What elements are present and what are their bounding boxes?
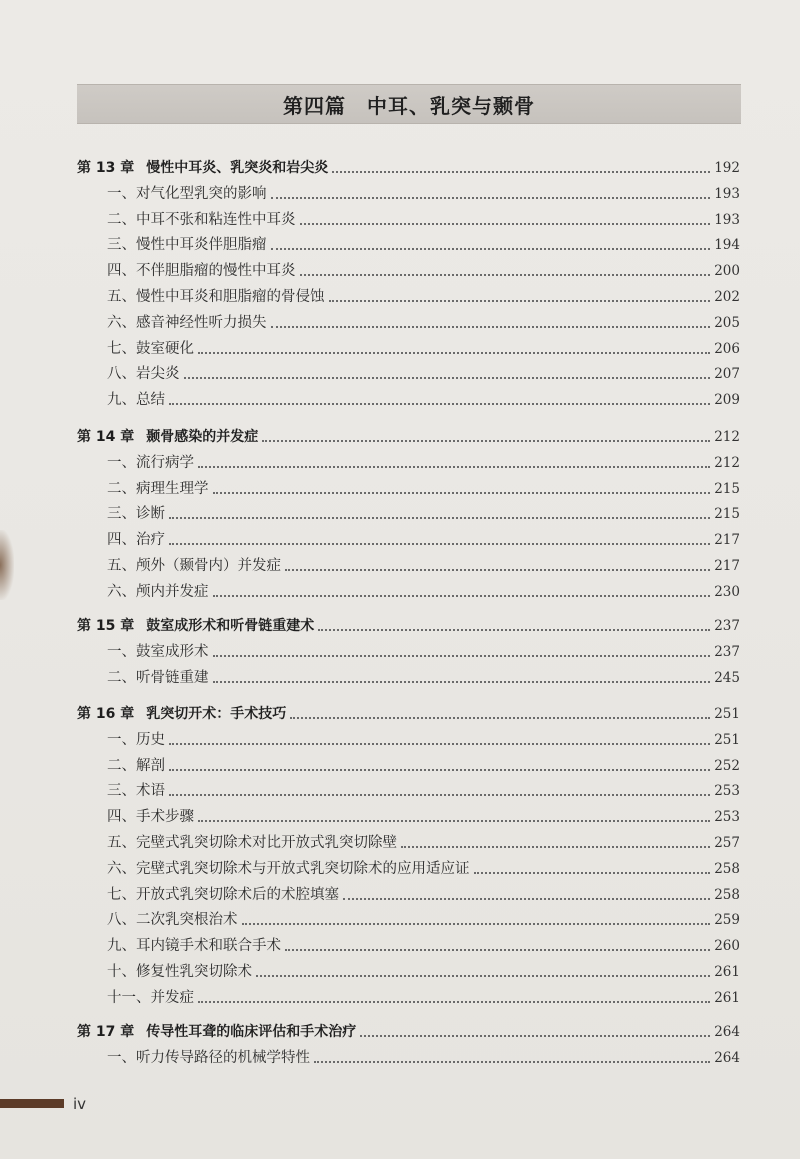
dot-leader	[213, 491, 711, 494]
section-entry[interactable]	[107, 931, 740, 955]
section-title: 一、鼓室成形术	[107, 643, 209, 660]
section-title: 十、修复性乳突切除术	[107, 964, 252, 980]
chapter-name: 乳突切开术：手术技巧	[146, 706, 287, 722]
section-title: 六、完壁式乳突切除术与开放式乳突切除术的应用适应证	[107, 860, 470, 877]
section-entry[interactable]	[107, 828, 740, 852]
page-number: 245	[714, 669, 740, 686]
page-folio: iv	[73, 1095, 87, 1113]
section-title: 一、历史	[107, 731, 165, 748]
chapter-name: 慢性中耳炎、乳突炎和岩尖炎	[146, 160, 329, 176]
chapter-number: 第 16 章	[77, 706, 135, 722]
dot-leader	[198, 1000, 710, 1003]
dot-leader	[256, 974, 710, 977]
section-title: 二、解剖	[107, 757, 165, 774]
section-entry[interactable]	[107, 474, 740, 498]
page-number: 217	[714, 532, 740, 549]
page-number: 251	[714, 731, 740, 748]
section-title: 二、听骨链重建	[107, 669, 209, 686]
section-entry[interactable]	[107, 637, 740, 661]
dot-leader	[300, 222, 711, 225]
page-number: 261	[714, 989, 740, 1006]
dot-leader	[169, 793, 710, 796]
section-title: 一、流行病学	[107, 454, 194, 471]
section-title: 三、术语	[107, 783, 165, 800]
page-number: 193	[714, 185, 740, 202]
section-entry[interactable]	[107, 854, 740, 878]
dot-leader	[271, 325, 711, 328]
section-title: 六、感音神经性听力损失	[107, 314, 267, 331]
section-title: 三、慢性中耳炎伴胆脂瘤	[107, 237, 267, 254]
section-entry[interactable]	[107, 499, 740, 523]
page-number: 251	[714, 706, 740, 722]
dot-leader	[169, 742, 710, 745]
section-title: 二、中耳不张和粘连性中耳炎	[107, 211, 296, 228]
dot-leader	[198, 465, 710, 468]
section-entry[interactable]	[107, 776, 740, 800]
section-entry[interactable]	[107, 551, 740, 575]
section-entry[interactable]	[107, 880, 740, 904]
section-title: 三、诊断	[107, 506, 165, 523]
dot-leader	[329, 299, 711, 302]
section-entry[interactable]	[107, 448, 740, 472]
section-entry[interactable]	[107, 179, 740, 203]
page-number: 215	[714, 506, 740, 523]
section-entry[interactable]	[107, 385, 740, 409]
dot-leader	[360, 1034, 710, 1037]
chapter-name: 传导性耳聋的临床评估和手术治疗	[146, 1024, 357, 1040]
dot-leader	[343, 897, 710, 900]
page-number: 261	[714, 964, 740, 980]
section-entry[interactable]	[107, 308, 740, 332]
section-title: 四、不伴胆脂瘤的慢性中耳炎	[107, 263, 296, 280]
page-number: 252	[714, 757, 740, 774]
section-entry[interactable]	[107, 1043, 740, 1067]
dot-leader	[198, 819, 710, 822]
dot-leader	[285, 948, 710, 951]
section-title: 八、岩尖炎	[107, 366, 180, 383]
page-number: 260	[714, 938, 740, 955]
dot-leader	[184, 376, 711, 379]
section-entry[interactable]	[107, 230, 740, 254]
page-number: 200	[714, 263, 740, 280]
chapter-number: 第 15 章	[77, 618, 135, 634]
chapter-title	[77, 428, 258, 446]
page-number: 215	[714, 480, 740, 497]
dot-leader	[314, 1060, 710, 1063]
section-entry[interactable]	[107, 359, 740, 383]
section-title: 九、耳内镜手术和联合手术	[107, 938, 281, 955]
dot-leader	[271, 196, 711, 199]
dot-leader	[271, 247, 711, 250]
page-number: 253	[714, 783, 740, 800]
section-title: 四、手术步骤	[107, 809, 194, 826]
page-number: 237	[714, 643, 740, 660]
dot-leader	[318, 628, 710, 631]
chapter-entry[interactable]	[77, 611, 740, 635]
section-entry[interactable]	[107, 334, 740, 358]
dot-leader	[169, 516, 710, 519]
page-number: 257	[714, 835, 740, 851]
dot-leader	[290, 716, 710, 719]
chapter-number: 第 17 章	[77, 1024, 135, 1040]
page-number: 192	[714, 160, 740, 176]
dot-leader	[213, 594, 711, 597]
chapter-title	[77, 705, 286, 723]
dot-leader	[332, 170, 710, 173]
part-title: 第四篇 中耳、乳突与颞骨	[283, 93, 535, 118]
dot-leader	[169, 402, 710, 405]
section-title: 一、对气化型乳突的影响	[107, 185, 267, 202]
footer-bar	[0, 1099, 64, 1108]
section-entry[interactable]	[107, 983, 740, 1007]
dot-leader	[169, 542, 710, 545]
page-number: 264	[714, 1024, 740, 1040]
section-entry[interactable]	[107, 802, 740, 826]
page-number: 253	[714, 809, 740, 826]
page-number: 258	[714, 860, 740, 877]
section-title: 五、完壁式乳突切除术对比开放式乳突切除壁	[107, 835, 397, 851]
section-title: 五、颅外（颞骨内）并发症	[107, 558, 281, 574]
chapter-entry[interactable]	[77, 153, 740, 177]
chapter-title	[77, 1023, 356, 1041]
page-number: 212	[714, 454, 740, 471]
section-title: 九、总结	[107, 392, 165, 409]
page-number: 259	[714, 912, 740, 929]
section-title: 八、二次乳突根治术	[107, 912, 238, 929]
dot-leader	[285, 568, 710, 571]
chapter-entry[interactable]	[77, 699, 740, 723]
section-title: 七、开放式乳突切除术后的术腔填塞	[107, 886, 339, 903]
chapter-name: 颞骨感染的并发症	[146, 429, 259, 445]
section-entry[interactable]	[107, 725, 740, 749]
chapter-title	[77, 159, 328, 177]
chapter-number: 第 14 章	[77, 429, 135, 445]
section-entry[interactable]	[107, 256, 740, 280]
section-entry[interactable]	[107, 577, 740, 601]
page-number: 237	[714, 618, 740, 634]
dot-leader	[198, 351, 710, 354]
page-number: 206	[714, 340, 740, 357]
section-entry[interactable]	[107, 905, 740, 929]
dot-leader	[401, 845, 710, 848]
page-number: 207	[714, 366, 740, 383]
section-entry[interactable]	[107, 663, 740, 687]
page-number: 212	[714, 429, 740, 445]
section-title: 十一、并发症	[107, 989, 194, 1006]
section-title: 七、鼓室硬化	[107, 340, 194, 357]
dot-leader	[169, 768, 710, 771]
page-number: 193	[714, 211, 740, 228]
section-entry[interactable]	[107, 282, 740, 306]
page-number: 264	[714, 1049, 740, 1066]
section-title: 二、病理生理学	[107, 480, 209, 497]
section-entry[interactable]	[107, 205, 740, 229]
page-number: 202	[714, 289, 740, 305]
dot-leader	[242, 922, 711, 925]
chapter-title	[77, 617, 314, 635]
dot-leader	[213, 680, 711, 683]
page-number: 209	[714, 392, 740, 409]
chapter-entry[interactable]	[77, 1017, 740, 1041]
section-entry[interactable]	[107, 751, 740, 775]
page-number: 258	[714, 886, 740, 903]
chapter-entry[interactable]	[77, 422, 740, 446]
section-entry[interactable]	[107, 957, 740, 981]
dot-leader	[213, 654, 711, 657]
chapter-number: 第 13 章	[77, 160, 135, 176]
page-number: 217	[714, 558, 740, 574]
page-number: 205	[714, 314, 740, 331]
page-number: 230	[714, 583, 740, 600]
section-title: 六、颅内并发症	[107, 583, 209, 600]
dot-leader	[262, 439, 710, 442]
section-entry[interactable]	[107, 525, 740, 549]
section-title: 一、听力传导路径的机械学特性	[107, 1049, 310, 1066]
section-title: 五、慢性中耳炎和胆脂瘤的骨侵蚀	[107, 289, 325, 305]
chapter-name: 鼓室成形术和听骨链重建术	[146, 618, 315, 634]
section-title: 四、治疗	[107, 532, 165, 549]
page-number: 194	[714, 237, 740, 254]
dot-leader	[474, 871, 711, 874]
dot-leader	[300, 273, 711, 276]
